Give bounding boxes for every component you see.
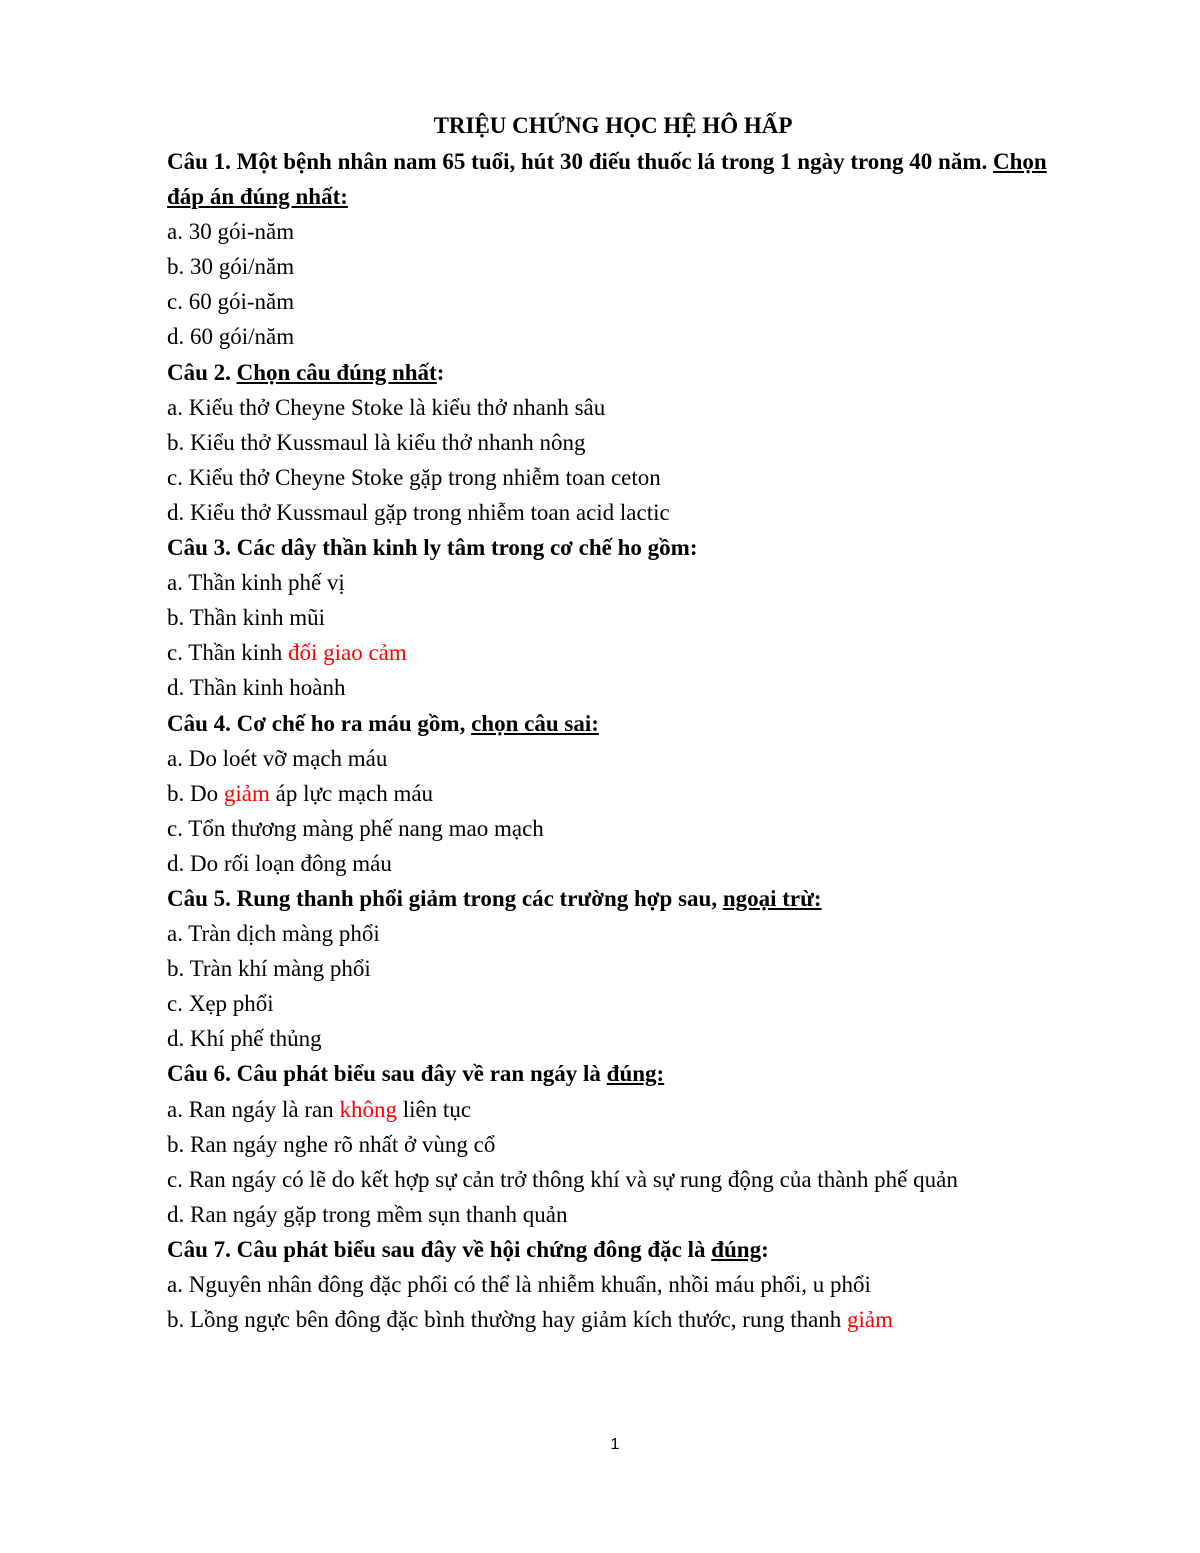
question-2-instruction: Chọn câu đúng nhất [236,359,437,385]
question-6-option-a-text: a. Ran ngáy là ran [167,1096,340,1122]
page-number: 1 [610,1436,620,1453]
question-2-suffix: : [436,359,445,385]
document-page [167,108,1067,1337]
question-6 [167,1056,1067,1091]
question-3-option-c-highlight: đối giao cảm [287,640,407,666]
question-5-option-b: b. Tràn khí màng phổi [167,956,371,982]
question-2-option-d: d. Kiểu thở Kussmaul gặp trong nhiễm toan acid lactic [167,499,670,525]
question-7-option-a: a. Nguyên nhân đông đặc phổi có thể là nhiễm khuẩn, nhồi máu phổi, u phổi [167,1272,871,1297]
question-4-instruction: chọn câu sai: [471,710,599,736]
question-3-option-d: d. Thần kinh hoành [167,675,346,701]
question-5-option-d: d. Khí phế thủng [167,1026,322,1052]
question-5-option-a: a. Tràn dịch màng phổi [167,921,380,947]
question-7-text: Câu 7. Câu phát biểu sau đây về hội chứng đông đặc là [167,1236,712,1262]
question-4-option-b-text: b. Do [167,780,224,806]
question-6-option-a-highlight: không [339,1096,397,1122]
question-6-option-a-rest: liên tục [396,1096,472,1122]
question-6-option-c: c. Ran ngáy có lẽ do kết hợp sự cản trở thông khí và sự rung động của thành phế quản [167,1166,958,1192]
question-4-text: Câu 4. Cơ chế ho ra máu gồm, [167,710,472,736]
question-2-option-a: a. Kiểu thở Cheyne Stoke là kiểu thở nhanh sâu [167,394,606,420]
question-5 [167,881,1067,916]
question-5-option-c: c. Xẹp phổi [167,991,274,1017]
question-7-option-b-text: b. Lồng ngực bên đông đặc bình thường hay giảm kích thước, rung thanh [167,1307,848,1333]
question-1-option-d: d. 60 gói/năm [167,324,295,350]
question-4-option-a: a. Do loét vỡ mạch máu [167,745,388,771]
question-4 [167,706,1067,741]
question-7-suffix: : [761,1236,769,1262]
question-2-text: Câu 2. [167,359,237,385]
question-6-option-d: d. Ran ngáy gặp trong mềm sụn thanh quản [167,1201,568,1227]
question-1-instruction: Chọn đáp án đúng nhất: [167,149,1047,210]
question-2 [167,355,1067,390]
question-5-text: Câu 5. Rung thanh phổi giảm trong các trường hợp sau, [167,885,723,911]
document-title: TRIỆU CHỨNG HỌC HỆ HÔ HẤP [433,113,793,138]
question-5-instruction: ngoại trừ: [722,885,822,911]
question-6-instruction: đúng: [606,1061,665,1087]
question-3-option-b: b. Thần kinh mũi [167,605,326,631]
question-1-text: Câu 1. Một bệnh nhân nam 65 tuổi, hút 30 điếu thuốc lá trong 1 ngày trong 40 năm. [167,149,994,174]
question-1-option-b: b. 30 gói/năm [167,254,295,280]
question-3-option-c-text: c. Thần kinh [167,640,288,666]
question-3: Câu 3. Các dây thần kinh ly tâm trong cơ chế ho gồm: [167,535,698,561]
question-2-option-b: b. Kiểu thở Kussmaul là kiểu thở nhanh nông [167,429,586,455]
question-1-option-a: a. 30 gói-năm [167,219,295,245]
question-6-option-a [167,1092,1067,1127]
question-7 [167,1232,1067,1267]
question-4-option-b-highlight: giảm [223,780,270,806]
question-1-option-c: c. 60 gói-năm [167,289,295,315]
question-6-option-b: b. Ran ngáy nghe rõ nhất ở vùng cổ [167,1131,496,1157]
question-4-option-b-rest: áp lực mạch máu [269,780,434,806]
question-4-option-d: d. Do rối loạn đông máu [167,850,392,876]
question-3-option-c [167,635,1067,670]
question-2-option-c: c. Kiểu thở Cheyne Stoke gặp trong nhiễm toan ceton [167,464,661,490]
question-6-text: Câu 6. Câu phát biểu sau đây về ran ngáy là [167,1061,607,1087]
question-4-option-c: c. Tổn thương màng phế nang mao mạch [167,815,544,841]
question-7-option-b [167,1302,1067,1337]
question-7-option-b-highlight: giảm [847,1307,894,1333]
question-4-option-b [167,776,1067,811]
question-7-instruction: đúng [711,1236,762,1262]
question-3-option-a: a. Thần kinh phế vị [167,570,345,596]
question-1 [167,144,1067,214]
